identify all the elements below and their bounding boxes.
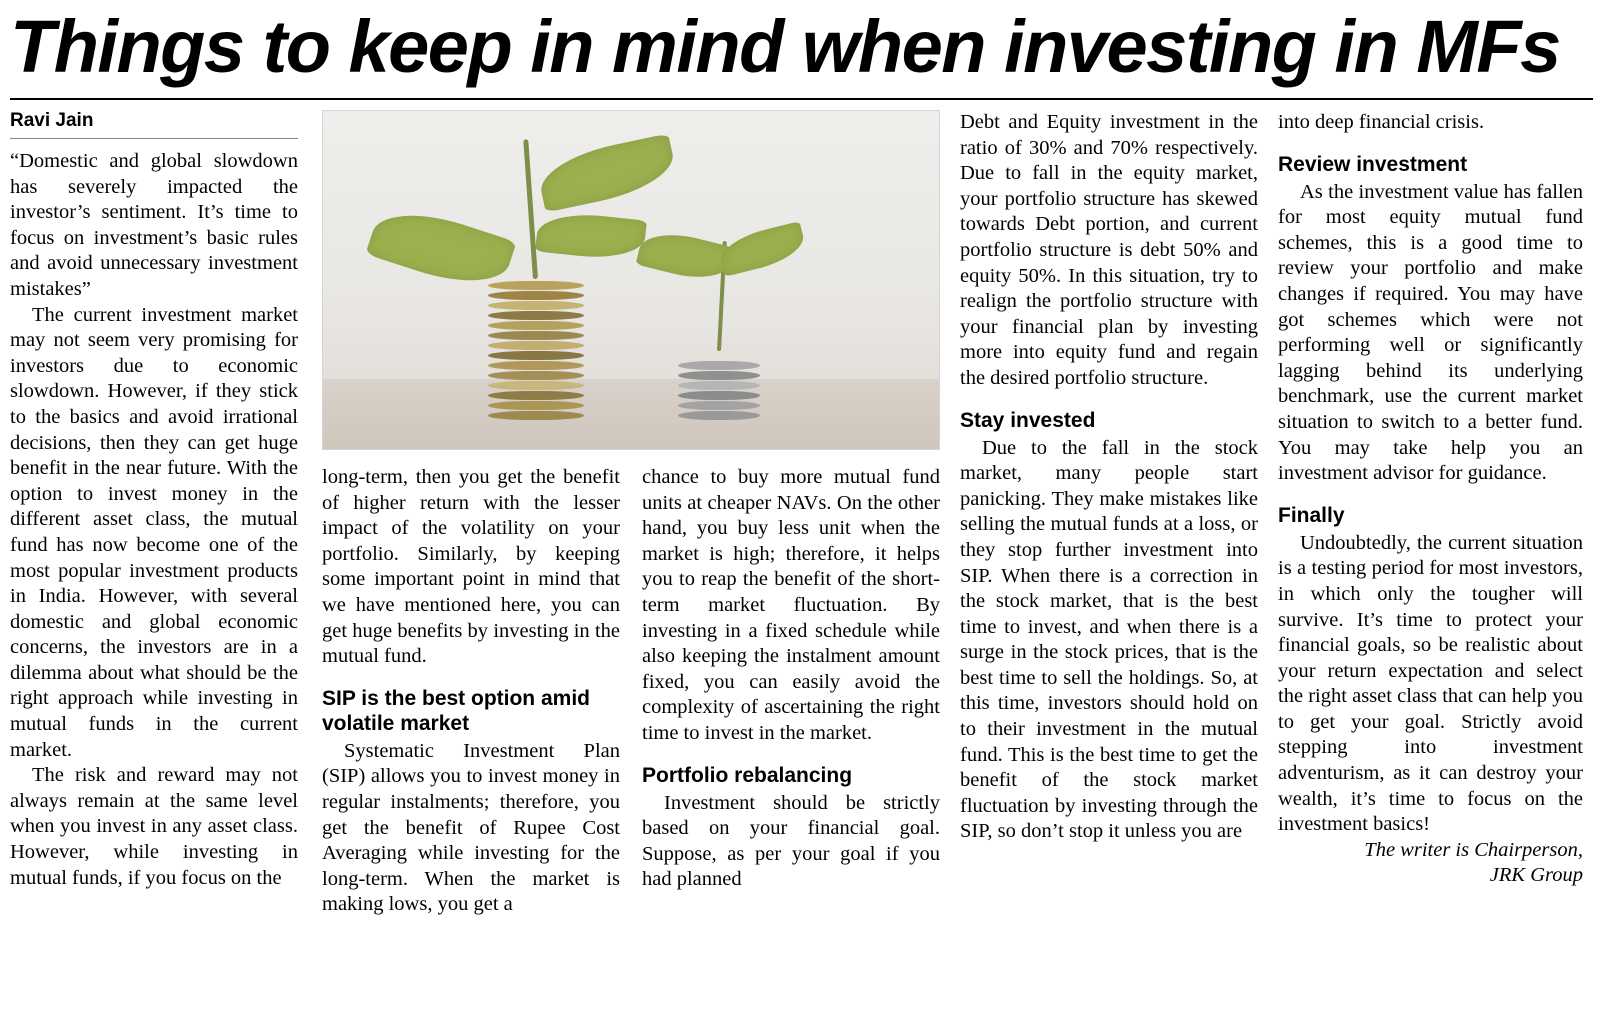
section-heading-portfolio-rebalancing: Portfolio rebalancing bbox=[642, 763, 853, 787]
column-2 bbox=[322, 465, 620, 918]
column-5 bbox=[1278, 110, 1583, 889]
coin-stack-short bbox=[678, 361, 760, 421]
paragraph: long-term, then you get the benefit of higher return with the lesser impact of the volatility on your portfolio. Similarly, by keeping some important point in mind that we have mentioned here, you can get huge benefits by investing in the mutual fund. bbox=[322, 466, 620, 668]
paragraph: Undoubtedly, the current situation is a testing period for most investors, in which only the tougher will survive. It’s time to protect your financial goals, so be realistic about your return expectation and select the right asset class that can help you to get your goal. Strictly avoid stepping into investment adventurism, as it can destroy your wealth, it’s time to focus on the investment basics! bbox=[1278, 531, 1583, 836]
column-3 bbox=[642, 465, 940, 893]
paragraph: Debt and Equity investment in the ratio of 30% and 70% respectively. Due to fall in the equity market, your portfolio structure has skewed towards Debt portion, and current portfolio structure is debt 50% and equity 50%. In this situation, try to realign the portfolio structure with your financial plan by investing more into equity fund and regain the desired portfolio structure. bbox=[960, 111, 1258, 389]
paragraph: Investment should be strictly based on your financial goal. Suppose, as per your goal if you had planned bbox=[642, 791, 940, 891]
photo-ground bbox=[323, 379, 939, 449]
paragraph: As the investment value has fallen for most equity mutual fund schemes, this is a good time to review your portfolio and make changes if required. You may have got schemes which were not performing well or significantly lagging behind its underlying benchmark, use the current market situation to switch to a better fund. You may take help you an investment advisor for guidance. bbox=[1278, 180, 1583, 485]
paragraph: into deep financial crisis. bbox=[1278, 111, 1485, 133]
plant-leaf-tall-lower bbox=[535, 209, 647, 262]
paragraph: “Domestic and global slowdown has severely impacted the investor’s sentiment. It’s time to focus on investment’s basic rules and avoid unnecessary investment mistakes” bbox=[10, 150, 298, 300]
paragraph: The current investment market may not seem very promising for investors due to economic slowdown. However, if they stick to the basics and avoid irrational decisions, then they can get huge benefit in the near future. With the option to invest money in the different asset class, the mutual fund has now become one of the most popular investment products in India. However, with several domestic and global economic concerns, the investors are in a dilemma about what should be the right approach while investing in mutual funds in the current market. bbox=[10, 303, 298, 761]
plant-leaf-short-left bbox=[636, 225, 735, 286]
byline: Ravi Jain bbox=[10, 110, 94, 131]
paragraph: chance to buy more mutual fund units at cheaper NAVs. On the other hand, you buy less unit when the market is high; therefore, it helps you to reap the benefit of the short-term market fluctuation. By investing in a fixed schedule while also keeping the instalment amount fixed, you can easily avoid the complexity of ascertaining the right time to invest in the market. bbox=[642, 466, 940, 744]
section-heading-review-investment: Review investment bbox=[1278, 152, 1468, 176]
coin-stack-tall bbox=[488, 281, 584, 421]
article-photo bbox=[322, 110, 940, 450]
plant-stem-tall bbox=[523, 139, 538, 279]
column-4 bbox=[960, 110, 1258, 845]
plant-leaf-short-right bbox=[716, 221, 808, 277]
paragraph: Systematic Investment Plan (SIP) allows you to invest money in regular instalments; therefore, you get the benefit of Rupee Cost Averaging while investing for the long-term. When the market is making lows, you get a bbox=[322, 739, 620, 916]
plant-leaf-tall-right bbox=[535, 133, 679, 212]
section-heading-stay-invested: Stay invested bbox=[960, 408, 1096, 432]
writer-credit-line2: JRK Group bbox=[1489, 864, 1583, 887]
byline-divider bbox=[10, 138, 298, 139]
section-heading-finally: Finally bbox=[1278, 503, 1345, 527]
section-heading-sip: SIP is the best option amid volatile market bbox=[322, 686, 590, 735]
paragraph: The risk and reward may not always remain at the same level when you invest in any asset class. However, while investing in mutual funds, if you focus on the bbox=[10, 764, 298, 889]
column-1 bbox=[10, 110, 298, 891]
paragraph: Due to the fall in the stock market, many people start panicking. They make mistakes like selling the mutual funds at a loss, or they stop further investment into SIP. When there is a correction in the stock market, that is the best time to invest, and when there is a surge in the stock prices, that is the best time to sell the holdings. So, at this time, investors should hold on to their investment in the mutual fund. This is the best time to get the benefit of the stock market fluctuation by investing through the SIP, so don’t stop it unless you are bbox=[960, 436, 1258, 843]
page-title: Things to keep in mind when investing in MFs bbox=[10, 5, 1560, 88]
article-columns bbox=[10, 110, 1593, 990]
writer-credit-line1: The writer is Chairperson, bbox=[1364, 838, 1583, 861]
header-divider bbox=[10, 98, 1593, 100]
newspaper-article-page bbox=[0, 5, 1603, 1016]
